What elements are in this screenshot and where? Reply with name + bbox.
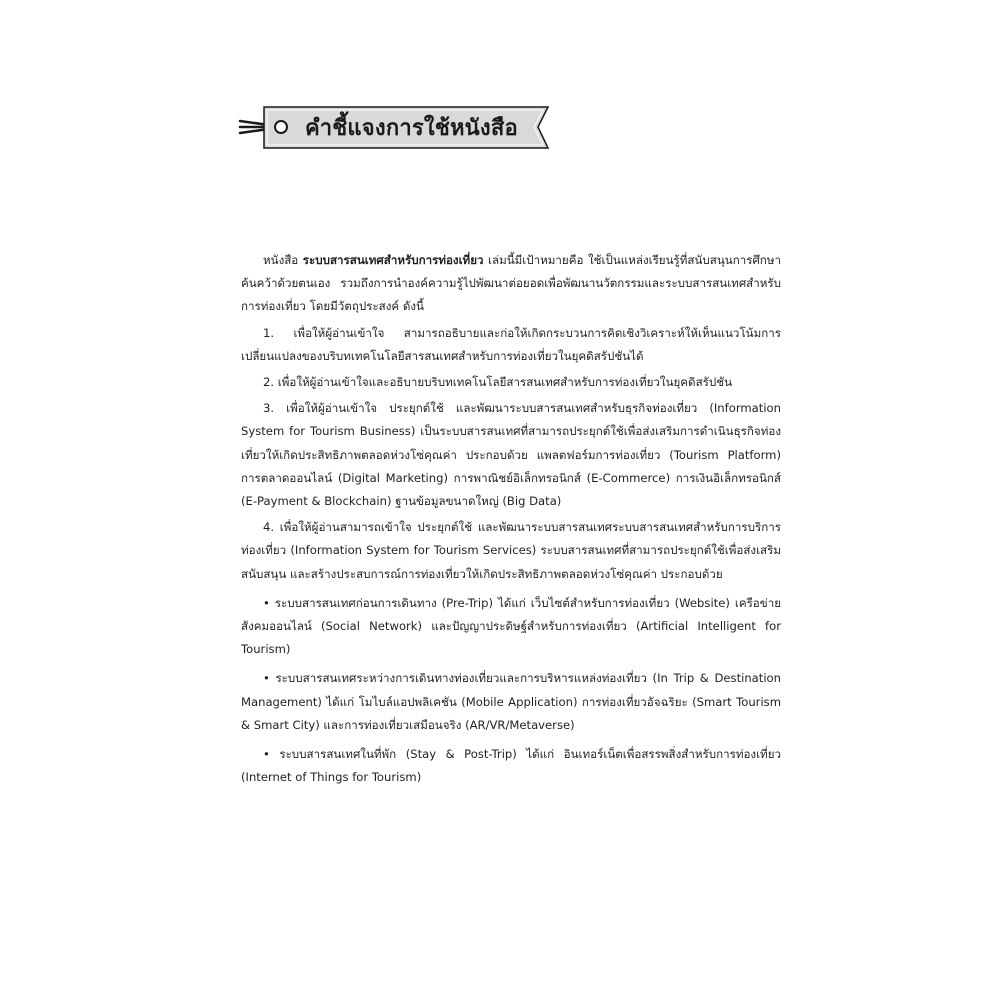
- page-title: คำชี้แจงการใช้หนังสือ: [305, 116, 518, 141]
- objective-item: 4. เพื่อให้ผู้อ่านสามารถเข้าใจ ประยุกต์ใช้ และพัฒนาระบบสารสนเทศระบบสารสนเทศสำหรับการบริการท่องเที่ยว (Information System for Tourism Services) ระบบสารสนเทศที่สามารถประยุกต์ใช้เพื่อส่งเสริม สนับสนุน และสร้างประสบการณ์การท่องเที่ยวให้เกิดประสิทธิภาพตลอดห่วงโซ่คุณค่า ประกอบด้วย: [241, 520, 781, 581]
- body-text: [241, 249, 781, 792]
- intro-prefix: หนังสือ: [263, 253, 303, 267]
- intro-suffix: เล่มนี้มีเป้าหมายคือ ใช้เป็นแหล่งเรียนรู้ที่สนับสนุนการศึกษาค้นคว้าด้วยตนเอง รวมถึงการนำองค์ความรู้ไปพัฒนาต่อยอดเพื่อพัฒนานวัตกรรมและระบบสารสนเทศสำหรับการท่องเที่ยว โดยมีวัตถุประสงค์ ดังนี้: [241, 253, 781, 314]
- objective-item: 2. เพื่อให้ผู้อ่านเข้าใจและอธิบายบริบทเทคโนโลยีสารสนเทศสำหรับการท่องเที่ยวในยุคดิสรัปชัน: [263, 375, 733, 390]
- bullet-item: • ระบบสารสนเทศก่อนการเดินทาง (Pre-Trip) ได้แก่ เว็บไซต์สำหรับการท่องเที่ยว (Website) เครือข่ายสังคมออนไลน์ (Social Network) และปัญญาประดิษฐ์สำหรับการท่องเที่ยว (Artificial Intelligent for Tourism): [241, 595, 781, 657]
- objective-item: 1. เพื่อให้ผู้อ่านเข้าใจ สามารถอธิบายและก่อให้เกิดกระบวนการคิดเชิงวิเคราะห์ให้เห็นแนวโน้มการเปลี่ยนแปลงของบริบทเทคโนโลยีสารสนเทศสำหรับการท่องเที่ยวในยุคดิสรัปชันได้: [241, 325, 781, 363]
- bullet-item: • ระบบสารสนเทศระหว่างการเดินทางท่องเที่ยวและการบริหารแหล่งท่องเที่ยว (In Trip & Destination Management) ได้แก่ โมไบล์แอปพลิเคชัน (Mobile Application) การท่องเที่ยวอัจฉริยะ (Smart Tourism & Smart City) และการท่องเที่ยวเสมือนจริง (AR/VR/Metaverse): [241, 671, 781, 732]
- heading-tag: [238, 104, 558, 154]
- tag-hole-icon: [275, 121, 287, 133]
- bullet-item: • ระบบสารสนเทศในที่พัก (Stay & Post-Trip) ได้แก่ อินเทอร์เน็ตเพื่อสรรพสิ่งสำหรับการท่องเที่ยว (Internet of Things for Tourism): [241, 747, 781, 785]
- objective-item: 3. เพื่อให้ผู้อ่านเข้าใจ ประยุกต์ใช้ และพัฒนาระบบสารสนเทศสำหรับธุรกิจท่องเที่ยว (Information System for Tourism Business) เป็นระบบสารสนเทศที่สามารถประยุกต์ใช้เพื่อส่งเสริมการดำเนินธุรกิจท่องเที่ยวให้เกิดประสิทธิภาพตลอดห่วงโซ่คุณค่า ประกอบด้วย แพลตฟอร์มการท่องเที่ยว (Tourism Platform) การตลาดออนไลน์ (Digital Marketing) การพาณิชย์อิเล็กทรอนิกส์ (E-Commerce) การเงินอิเล็กทรอนิกส์ (E-Payment & Blockchain) ฐานข้อมูลขนาดใหญ่ (Big Data): [241, 401, 781, 509]
- book-title: ระบบสารสนเทศสำหรับการท่องเที่ยว: [302, 253, 484, 267]
- intro-paragraph: [241, 249, 781, 319]
